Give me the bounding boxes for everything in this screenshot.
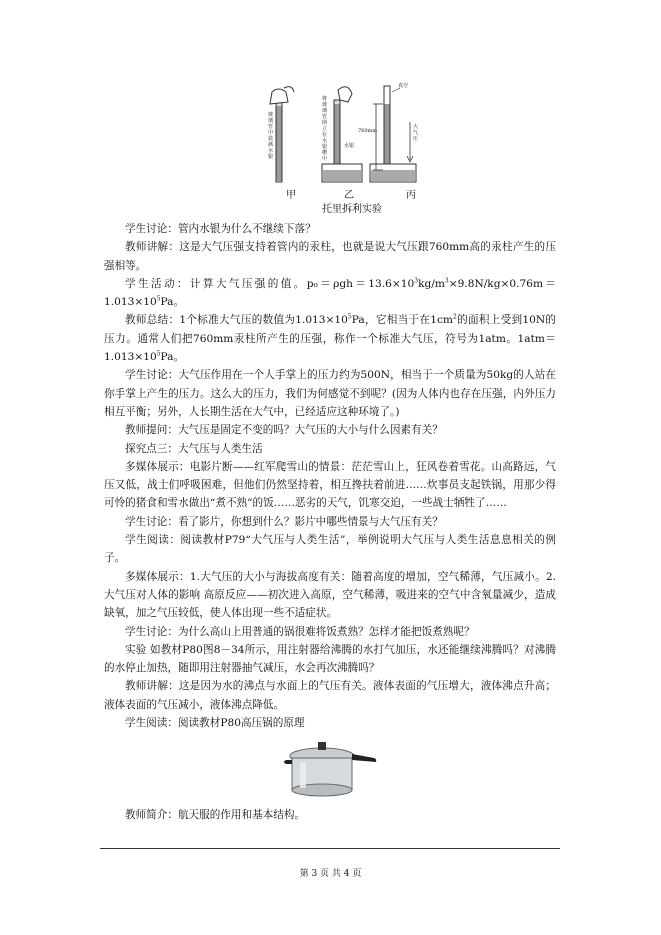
tube-yi-text: 将玻璃管倒立在水银槽中	[322, 96, 328, 162]
calc-text: Pa。	[160, 296, 185, 309]
footer-divider	[100, 848, 560, 849]
exponent: 5	[156, 295, 161, 303]
paragraph: 学生阅读：阅读教材P80高压锅的原理	[125, 717, 305, 730]
pressure-cooker-image	[282, 736, 378, 800]
summary-text: 的面积上受到10N的压力。通常人们把760mm汞柱所产生的压强，称作一个标准大气压，符号为1atm。1atm＝1.013×10	[104, 314, 557, 364]
paragraph: 多媒体展示：电影片断——红军爬雪山的情景：茫茫雪山上，狂风卷着雪花。山高路远，气压又低，战士们呼吸困难，但他们仍然坚持着，相互搀扶着前进……炊事员支起铁锅，用那少得可怜的猪食和雪水做出“煮不熟”的饭……恶劣的天气，饥寒交迫，一些战士牺牲了……	[104, 460, 556, 510]
paragraph: 学生讨论：大气压作用在一个人手掌上的压力约为500N，相当于一个质量为50kg的人站在你手掌上产生的压力。这么大的压力，我们为何感觉不到呢？(因为人体内也存在压强，内外压力相互平衡；另外，人长期生活在大气中，已经适应这种环境了。)	[104, 369, 556, 418]
paragraph: 教师提问：大气压是固定不变的吗？大气压的大小与什么因素有关？	[125, 424, 443, 437]
paragraph: 教师简介：航天服的作用和基本结构。	[125, 809, 306, 822]
exponent: 2	[452, 313, 457, 321]
mercury-label: 水银	[344, 143, 355, 149]
summary-text: Pa，它相当于在1cm	[351, 314, 453, 327]
paragraph: 学生讨论：看了影片，你想到什么？影片中哪些情景与大气压有关？	[125, 515, 443, 528]
pressure-label: 大气压	[413, 124, 419, 142]
paragraph: 教师讲解：这是大气压强支持着管内的汞柱，也就是说大气压跟760mm高的汞柱产生的压强相等。	[104, 241, 556, 272]
calc-text: kg/m	[418, 277, 445, 290]
page-number: 第 3 页 共 4 页	[299, 869, 362, 879]
paragraph: 教师讲解：这是因为水的沸点与水面上的气压有关。液体表面的气压增大，液体沸点升高；液体表面的气压减小，液体沸点降低。	[104, 680, 556, 711]
paragraph: 实验 如教材P80图8－34所示，用注射器给沸腾的水打气加压，水还能继续沸腾吗？对沸腾的水停止加热，随即用注射器抽气减压，水会再次沸腾吗？	[104, 643, 556, 675]
summary-text: 教师总结：1个标准大气压的数值为1.013×10	[125, 314, 348, 327]
summary-text: Pa。	[160, 351, 185, 364]
vacuum-label: 真空	[398, 83, 409, 89]
paragraph: 学生讨论：为什么高山上用普通的锅很难将饭煮熟？怎样才能把饭煮熟呢？	[125, 625, 475, 638]
exponent: 3	[444, 277, 449, 285]
exponent: 5	[156, 350, 161, 358]
calc-text: ×9.8N/kg×0.76m＝1.013×10	[104, 277, 556, 309]
paragraph: 学生阅读：阅读教材P79“大气压与人类生活”，举例说明大气压与人类生活息息相关的例子。	[104, 534, 556, 565]
label-bing: 丙	[406, 190, 416, 201]
paragraph: 多媒体展示：1.大气压的大小与海拔高度有关：随着高度的增加，空气稀薄，气压减小。2.大气压对人体的影响 高原反应——初次进入高原，空气稀薄，吸进来的空气中含氧量减少，造成缺氧，加之气压较低，使人体出现一些不适症状。	[104, 570, 556, 620]
paragraph: 探究点三：大气压与人类生活	[125, 442, 263, 455]
tube-bing	[370, 86, 416, 182]
tube-jia-text: 玻璃管中装满水银	[268, 112, 274, 160]
paragraph-summary	[104, 311, 556, 366]
paragraph: 学生讨论：管内水银为什么不继续下落？	[125, 223, 316, 235]
label-yi: 乙	[344, 190, 354, 201]
height-label: 760mm	[358, 128, 378, 134]
exponent: 3	[414, 277, 419, 285]
exponent: 5	[347, 313, 352, 321]
label-jia: 甲	[286, 190, 296, 201]
calc-text: 学生活动：计算大气压强的值。p₀＝ρgh＝13.6×10	[125, 277, 415, 290]
body-text	[104, 220, 556, 825]
figure-caption: 托里拆利实验	[322, 204, 382, 215]
paragraph-calc	[104, 275, 556, 312]
